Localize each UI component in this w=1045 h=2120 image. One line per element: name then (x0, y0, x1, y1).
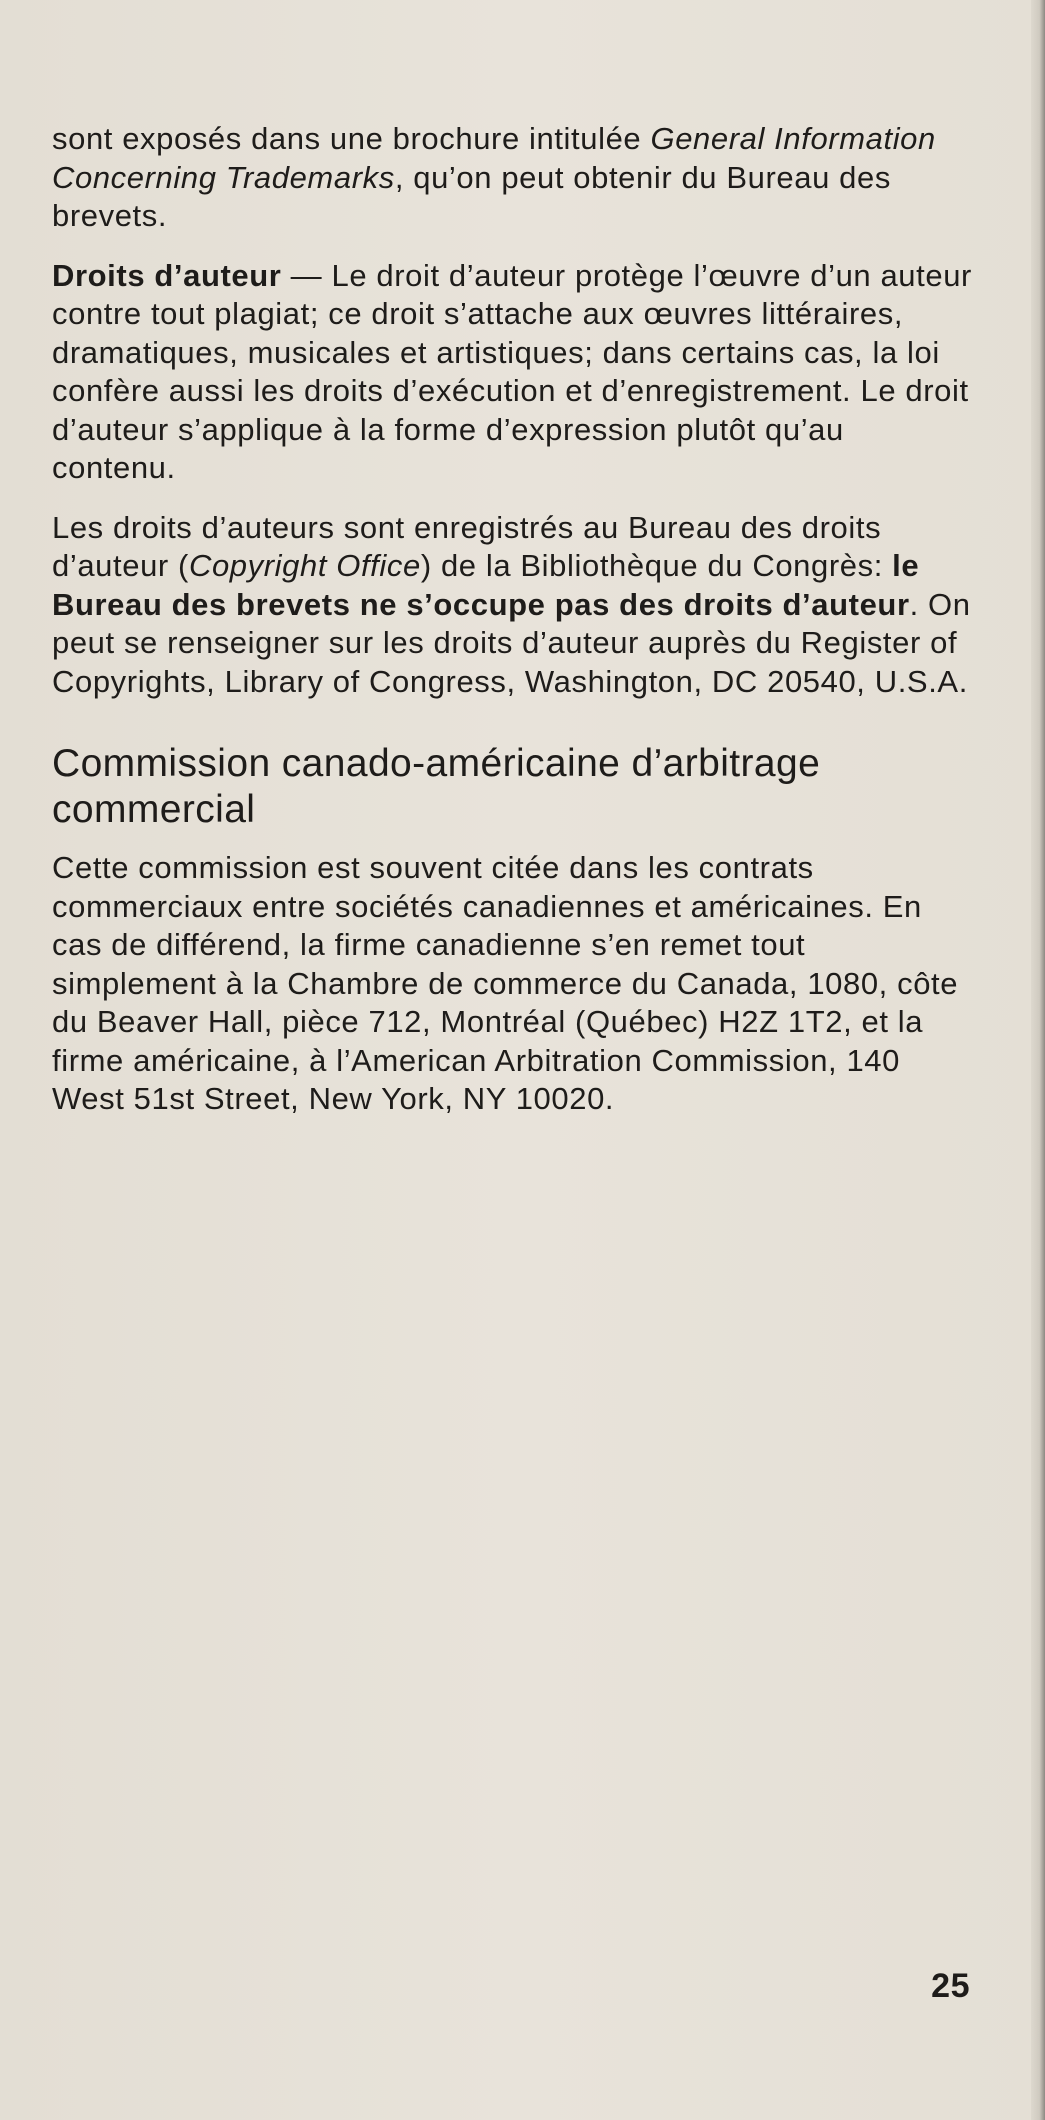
copyright-paragraph (52, 257, 972, 488)
intro-text-end: , qu’on peut obtenir du Bureau des brevets. (52, 159, 891, 233)
commission-paragraph: Cette commission est souvent citée dans les contrats commerciaux entre sociétés canadiennes et américaines. En cas de différend, la firme canadienne s’en remet tout simplement à la Chambre de commerce du Canada, 1080, côte du Beaver Hall, pièce 712, Montréal (Québec) H2Z 1T2, et la firme américaine, à l’American Arbitration Commission, 140 West 51st Street, New York, NY 10020. (52, 850, 959, 1116)
commission-heading: Commission canado-américaine d’arbitrage commercial (52, 742, 821, 831)
copyright-heading: Droits d’auteur (52, 257, 282, 293)
copyright-text: — Le droit d’auteur protège l’œuvre d’un auteur contre tout plagiat; ce droit s’attache aux œuvres littéraires, dramatiques, musicales et artistiques; dans certains cas, la loi confère aussi les droits d’exécution et d’enregistrement. Le droit d’auteur s’applique à la forme d’expression plutôt qu’au contenu. (52, 257, 972, 485)
copyright-office: Copyright Office (188, 548, 421, 583)
brochure-title: General Information Concerning Trademarks (52, 121, 936, 195)
body-text (52, 120, 972, 1140)
registration-text-middle: ) de la Bibliothèque du Congrès: (420, 548, 893, 583)
page-edge (1031, 0, 1045, 2120)
intro-paragraph (52, 120, 972, 236)
copyright-registration-paragraph (52, 509, 972, 702)
registration-bold-note: le Bureau des brevets ne s’occupe pas des droits d’auteur (52, 548, 920, 622)
registration-text: Les droits d’auteurs sont enregistrés au Bureau des droits d’auteur ( (52, 509, 882, 583)
registration-text-end: . On peut se renseigner sur les droits d’auteur auprès du Register of Copyrights, Library of Congress, Washington, DC 20540, U.S.A. (52, 586, 971, 699)
intro-text: sont exposés dans une brochure intitulée (52, 121, 651, 156)
page-number: 25 (931, 1967, 970, 2005)
